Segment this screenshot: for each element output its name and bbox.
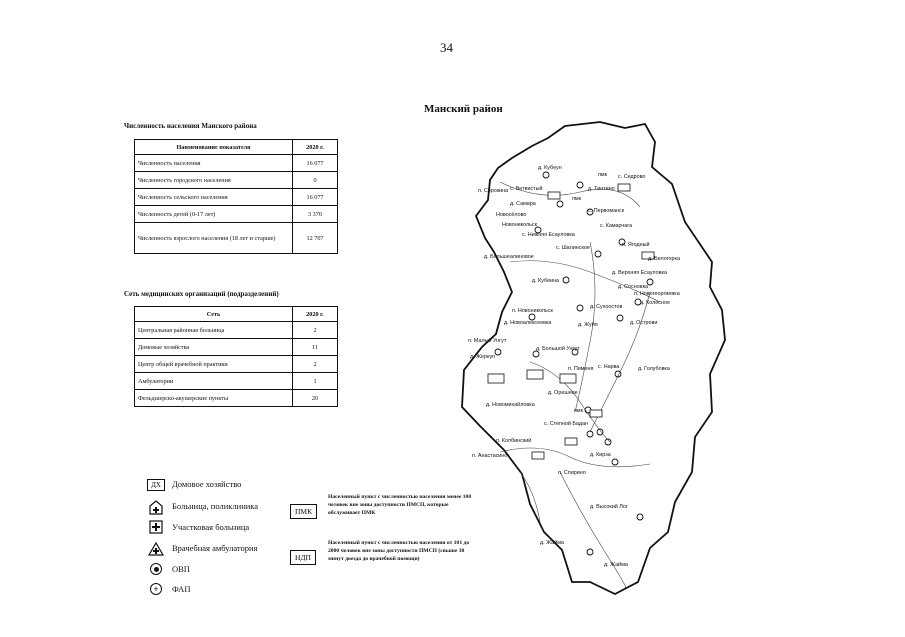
- row-name: Центр общей врачебной практики: [135, 356, 293, 373]
- map-label: д. Кубеун: [538, 165, 562, 171]
- map-label: с. Ветвистый: [510, 186, 543, 192]
- table-row: [135, 390, 338, 407]
- map-label: д. Жеркуп: [470, 354, 496, 360]
- map-label: д. Тинтино: [588, 186, 615, 192]
- map-label: с. Первоманск: [588, 208, 625, 214]
- legend-dh-label: Домовое хозяйство: [172, 479, 242, 489]
- map-label: с. Седрово: [618, 174, 646, 180]
- map-label: п. Новогеоргиевка: [634, 291, 680, 297]
- legend-fap-label: ФАП: [172, 584, 191, 594]
- population-table: [134, 139, 338, 254]
- row-name: Центральная районная больница: [135, 322, 293, 339]
- map-label: д. Орешное: [548, 390, 578, 396]
- legend-pmk-text: Населенный пункт с численностью населения менее 100 человек вне зоны доступности ПМСП, которые обслуживает ПМК: [328, 494, 472, 516]
- header-name: Наименование показателя: [135, 140, 293, 155]
- fap-icon: +: [146, 582, 166, 596]
- map-label: с. Камарчага: [600, 223, 633, 229]
- map-label: п. Ягодный: [622, 242, 650, 248]
- table-header-row: [135, 140, 338, 155]
- map-label: д. Новомихайловка: [486, 402, 535, 408]
- table-row: [135, 172, 338, 189]
- district-map: [440, 112, 730, 602]
- settlement-markers: [495, 172, 653, 555]
- map-label: д. Большеалиновое: [484, 254, 534, 260]
- map-label: с. Нижняя Есауловка: [522, 232, 575, 238]
- table-row: [135, 356, 338, 373]
- table-row: [135, 189, 338, 206]
- map-label: п. Новоникольск: [512, 308, 553, 314]
- map-label: д. Кирза: [590, 452, 611, 458]
- map-labels: [468, 165, 680, 568]
- map-label: п. Анастасино: [472, 453, 508, 459]
- header-year: 2020 г.: [293, 307, 338, 322]
- row-name: Численность населения: [135, 155, 293, 172]
- map-label: д. Белогорка: [648, 256, 681, 262]
- table-row: [135, 322, 338, 339]
- legend-ambulatory-label: Врачебная амбулатория: [172, 543, 258, 553]
- legend-ndp-text: Населенный пункт с численностью населения от 101 до 2000 человек вне зоны доступности ПМСП (свыше 30 минут доезда до врачебной помощи): [328, 540, 470, 562]
- map-label: Новосёлово: [496, 212, 527, 218]
- header-year: 2020 г.: [293, 140, 338, 155]
- map-label: п. Сорокина: [478, 188, 509, 194]
- table-row: [135, 373, 338, 390]
- table-header-row: [135, 307, 338, 322]
- table-row: [135, 339, 338, 356]
- ndp-icon: НДП: [290, 547, 316, 565]
- map-label: д. Самара: [510, 201, 536, 207]
- row-name: Фельдшерско-акушерские пункты: [135, 390, 293, 407]
- map-label: д. Колесное: [640, 300, 670, 306]
- map-title: Манский район: [424, 103, 503, 115]
- table-row: [135, 155, 338, 172]
- house-hold-icon: ДХ: [146, 478, 166, 492]
- network-table-title: Сеть медицинских организаций (подразделений): [124, 290, 279, 298]
- row-value: 0: [293, 172, 338, 189]
- map-label: п. Спирино: [558, 470, 586, 476]
- page-number: 34: [440, 40, 453, 55]
- map-label: д. Жайма: [540, 540, 564, 546]
- map-label: д. Сухоостов: [590, 304, 623, 310]
- row-name: Численность сельского населения: [135, 189, 293, 206]
- map-label: пмк: [598, 172, 607, 178]
- row-name: Амбулатории: [135, 373, 293, 390]
- map-label: п. Колбинский: [496, 438, 532, 444]
- map-label: с. Шалинское: [556, 245, 590, 251]
- map-label: д. Голубовка: [638, 366, 670, 372]
- ambulatory-icon: [146, 542, 166, 556]
- table-row: [135, 206, 338, 223]
- map-label: д. Новоалексеевка: [504, 320, 552, 326]
- row-value: 2: [293, 322, 338, 339]
- map-label: Новоникольск: [502, 222, 537, 228]
- map-label: д. Большой Унгут: [536, 346, 580, 352]
- map-label: д. Жайма: [604, 562, 628, 568]
- row-value: 12 707: [293, 223, 338, 254]
- map-label: д. Высокий Лог: [590, 504, 628, 510]
- row-name: Домовые хозяйства: [135, 339, 293, 356]
- row-name: Численность взрослого населения (18 лет и старше): [135, 223, 293, 254]
- table-row: [135, 223, 338, 254]
- legend-hospital-label: Больница, поликлиника: [172, 501, 259, 511]
- row-value: 16 077: [293, 155, 338, 172]
- row-name: Численность городского населения: [135, 172, 293, 189]
- map-label: д. Кубеина: [532, 278, 560, 284]
- map-label: п. Пименя: [568, 366, 594, 372]
- district-hospital-icon: [146, 520, 166, 534]
- legend-district-hospital-label: Участковая больница: [172, 522, 250, 532]
- population-table-title: Численность населения Манского района: [124, 122, 257, 130]
- row-value: 3 370: [293, 206, 338, 223]
- map-label: пмк: [572, 196, 581, 202]
- row-name: Численность детей (0-17 лет): [135, 206, 293, 223]
- row-value: 20: [293, 390, 338, 407]
- ovp-icon: [146, 562, 166, 576]
- row-value: 16 077: [293, 189, 338, 206]
- map-label: д. Верхняя Есауловка: [612, 270, 667, 276]
- pmk-icon: ПМК: [290, 501, 317, 519]
- map-pmk-ndp-boxes: [488, 370, 576, 383]
- legend-ovp-label: ОВП: [172, 564, 190, 574]
- row-value: 11: [293, 339, 338, 356]
- map-label: д. Сосновка: [618, 284, 649, 290]
- hospital-icon: [146, 500, 166, 514]
- row-value: 2: [293, 356, 338, 373]
- map-label: пмк: [574, 408, 583, 414]
- map-label: п. Малый Унгут: [468, 338, 507, 344]
- map-label: с. Степной Бадан: [544, 421, 589, 427]
- map-label: д. Жуйя: [578, 322, 598, 328]
- row-value: 1: [293, 373, 338, 390]
- network-table: [134, 306, 338, 407]
- header-name: Сеть: [135, 307, 293, 322]
- map-label: с. Нарва: [598, 364, 620, 370]
- map-label: д. Острови: [630, 320, 658, 326]
